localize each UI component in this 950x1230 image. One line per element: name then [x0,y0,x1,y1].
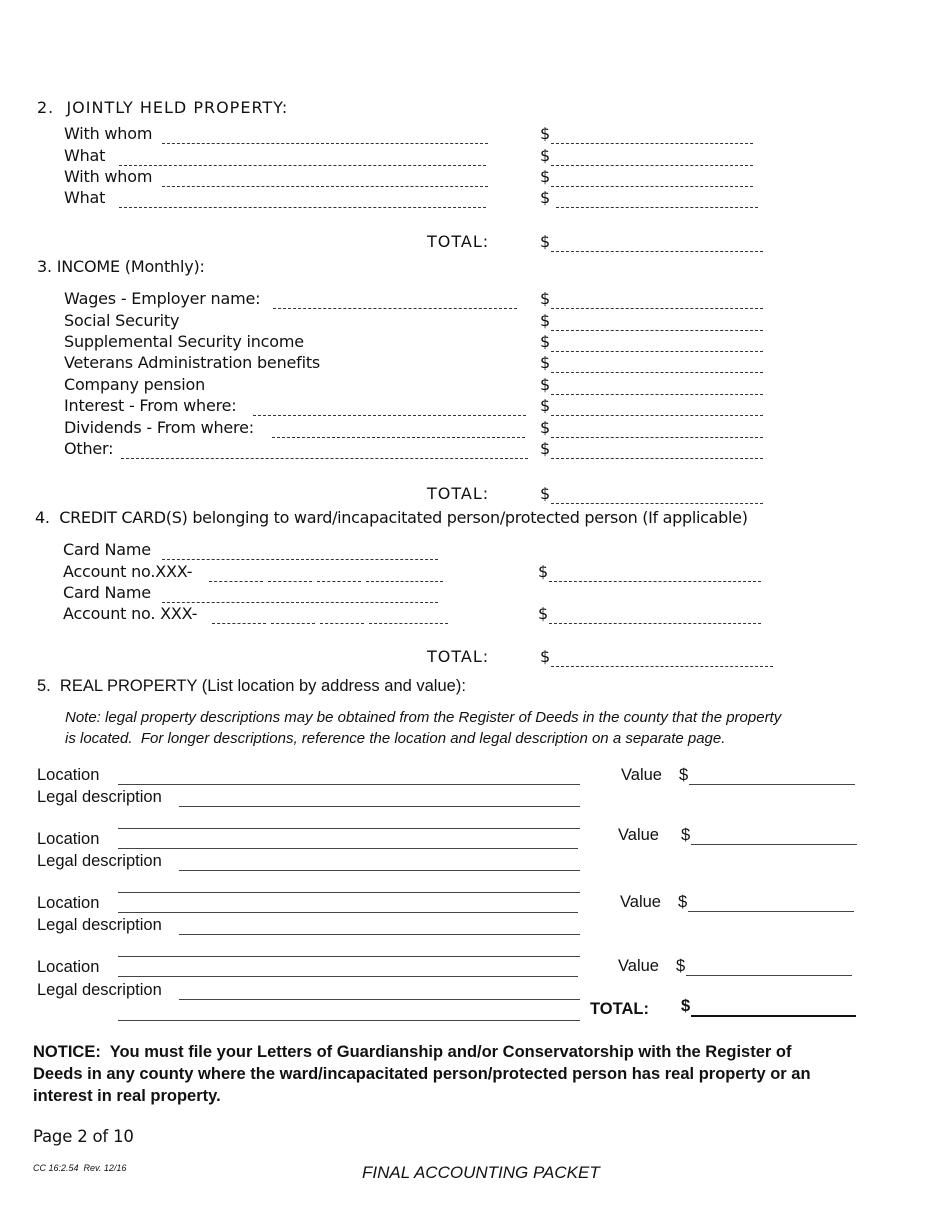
income-dollar-4: $ [540,353,550,372]
joint-total-label: TOTAL: [427,232,490,251]
account-no-field-1c[interactable] [317,580,361,582]
income-amount-field-wages[interactable] [551,307,763,309]
account-no-field-2c[interactable] [320,622,364,624]
account-no-field-1b[interactable] [268,580,312,582]
legal-description-field-4a[interactable] [179,999,580,1000]
account-no-field-2b[interactable] [271,622,315,624]
real-property-total-dollar: $ [681,997,691,1015]
value-label-4: Value [618,957,659,975]
card-dollar-2: $ [538,604,548,623]
joint-what-label-2: What [64,188,106,207]
notice-line-2: Deeds in any county where the ward/incapacitated person/protected person has real property or an [33,1065,811,1083]
income-dollar-7: $ [540,418,550,437]
section-2-heading: 2. JOINTLY HELD PROPERTY: [37,98,289,117]
income-amount-field-social-security[interactable] [551,329,763,331]
legal-description-field-3a[interactable] [179,934,580,935]
legal-description-label-4: Legal description [37,981,162,999]
card-amount-field-1[interactable] [549,580,761,582]
income-label-dividends: Dividends - From where: [64,418,254,437]
joint-total-dollar: $ [540,232,550,251]
packet-title: FINAL ACCOUNTING PACKET [362,1163,600,1182]
joint-what-field-1[interactable] [119,164,486,166]
income-dollar-2: $ [540,311,550,330]
legal-description-field-1a[interactable] [179,806,580,807]
joint-amount-field-1[interactable] [551,142,753,144]
value-label-1: Value [621,766,662,784]
income-label-pension: Company pension [64,375,206,394]
income-dollar-1: $ [540,289,550,308]
income-amount-field-other[interactable] [551,457,763,459]
income-amount-field-interest[interactable] [551,414,763,416]
income-label-interest: Interest - From where: [64,396,237,415]
dividends-source-field[interactable] [272,436,525,438]
income-label-va: Veterans Administration benefits [64,353,321,372]
location-label-4: Location [37,958,100,976]
location-field-2[interactable] [118,848,578,849]
real-property-total-field[interactable] [691,1015,856,1017]
card-name-label-1: Card Name [63,540,151,559]
location-label-1: Location [37,766,100,784]
legal-description-field-4b[interactable] [118,1020,580,1021]
joint-amount-field-3[interactable] [551,185,753,187]
income-label-ssi: Supplemental Security income [64,332,304,351]
income-label-wages: Wages - Employer name: [64,289,261,308]
income-total-field[interactable] [551,502,763,504]
real-property-note-line-2: is located. For longer descriptions, reference the location and legal description on a separate page. [65,730,726,747]
value-dollar-4: $ [676,957,686,975]
section-3-heading: 3. INCOME (Monthly): [37,257,205,276]
income-dollar-8: $ [540,439,550,458]
cards-total-label: TOTAL: [427,647,490,666]
location-label-3: Location [37,894,100,912]
location-field-4[interactable] [118,976,578,977]
location-label-2: Location [37,830,100,848]
value-field-1[interactable] [689,784,855,785]
joint-total-field[interactable] [551,250,763,252]
income-dollar-6: $ [540,396,550,415]
location-field-1[interactable] [118,784,580,785]
cards-total-field[interactable] [551,665,773,667]
card-name-label-2: Card Name [63,583,151,602]
notice-line-3: interest in real property. [33,1087,221,1105]
joint-amount-field-2[interactable] [551,164,753,166]
value-field-3[interactable] [688,911,854,912]
value-dollar-2: $ [681,826,691,844]
income-total-dollar: $ [540,484,550,503]
account-no-field-2a[interactable] [212,622,266,624]
legal-description-field-2a[interactable] [179,870,580,871]
income-dollar-3: $ [540,332,550,351]
value-field-4[interactable] [686,975,852,976]
joint-with-whom-field-2[interactable] [162,185,488,187]
section-5-heading: 5. REAL PROPERTY (List location by address and value): [37,677,466,695]
joint-amount-field-4[interactable] [556,206,758,208]
income-amount-field-va[interactable] [551,371,763,373]
joint-what-label-1: What [64,146,106,165]
income-dollar-5: $ [540,375,550,394]
legal-description-label-2: Legal description [37,852,162,870]
value-dollar-1: $ [679,766,689,784]
joint-with-whom-field-1[interactable] [162,142,488,144]
location-field-3[interactable] [118,912,578,913]
real-property-total-label: TOTAL: [590,1000,649,1018]
legal-description-field-3b[interactable] [118,956,580,957]
value-dollar-3: $ [678,893,688,911]
account-no-field-1d[interactable] [366,580,443,582]
card-dollar-1: $ [538,562,548,581]
income-amount-field-ssi[interactable] [551,350,763,352]
joint-dollar-2: $ [540,146,550,165]
legal-description-field-2b[interactable] [118,892,580,893]
joint-what-field-2[interactable] [119,206,486,208]
joint-dollar-1: $ [540,124,550,143]
employer-name-field[interactable] [273,307,517,309]
income-label-other: Other: [64,439,114,458]
value-label-3: Value [620,893,661,911]
legal-description-field-1b[interactable] [118,828,580,829]
joint-dollar-4: $ [540,188,550,207]
page-number: Page 2 of 10 [33,1127,134,1146]
account-no-label-2: Account no. XXX- [63,604,198,623]
notice-line-1: NOTICE: You must file your Letters of Guardianship and/or Conservatorship with the Register of [33,1043,792,1061]
legal-description-label-3: Legal description [37,916,162,934]
joint-with-whom-label-1: With whom [64,124,153,143]
joint-with-whom-label-2: With whom [64,167,153,186]
income-label-social-security: Social Security [64,311,180,330]
real-property-note-line-1: Note: legal property descriptions may be obtained from the Register of Deeds in the county that the property [65,709,782,726]
card-name-field-2[interactable] [162,601,438,603]
card-amount-field-2[interactable] [549,622,761,624]
interest-source-field[interactable] [253,414,526,416]
account-no-label-1: Account no.XXX- [63,562,193,581]
joint-dollar-3: $ [540,167,550,186]
card-name-field-1[interactable] [162,558,438,560]
income-amount-field-pension[interactable] [551,393,763,395]
form-code: CC 16:2.54 Rev. 12/16 [33,1163,127,1173]
section-4-heading: 4. CREDIT CARD(S) belonging to ward/incapacitated person/protected person (If applicable) [35,508,748,527]
value-field-2[interactable] [691,844,857,845]
legal-description-label-1: Legal description [37,788,162,806]
account-no-field-2d[interactable] [369,622,448,624]
income-amount-field-dividends[interactable] [551,436,763,438]
income-total-label: TOTAL: [427,484,490,503]
value-label-2: Value [618,826,659,844]
cards-total-dollar: $ [540,647,550,666]
other-income-source-field[interactable] [121,457,528,459]
account-no-field-1a[interactable] [209,580,263,582]
